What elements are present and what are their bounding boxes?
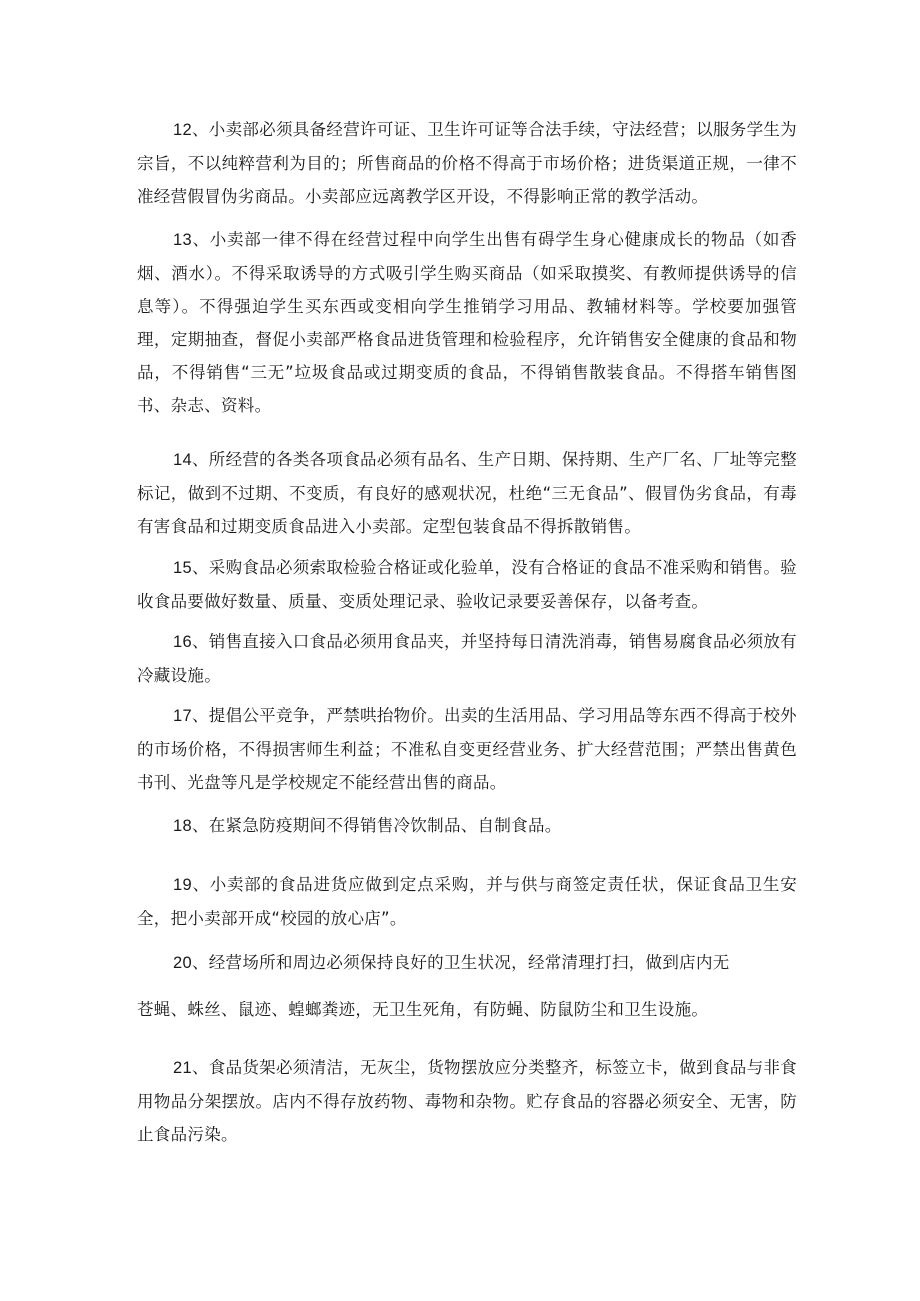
paragraph-number: 16 <box>173 633 192 651</box>
paragraph-text: 、采购食品必须索取检验合格证或化验单，没有合格证的食品不准采购和销售。验收食品要做好数量、质量、变质处理记录、验收记录要妥善保存，以备考查。 <box>137 558 797 611</box>
paragraph-17 <box>137 699 797 799</box>
paragraph-19 <box>137 868 797 935</box>
paragraph-number: 17 <box>173 707 192 725</box>
paragraph-number: 13 <box>173 231 192 249</box>
paragraph-number: 20 <box>173 954 192 972</box>
paragraph-18 <box>137 809 797 843</box>
paragraph-text: 、所经营的各类各项食品必须有品名、生产日期、保持期、生产厂名、厂址等完整标记，做到不过期、不变质，有良好的感观状况，杜绝“三无食品”、假冒伪劣食品，有毒有害食品和过期变质食品进入小卖部。定型包装食品不得拆散销售。 <box>137 450 797 536</box>
paragraph-number: 14 <box>173 451 192 469</box>
paragraph-text: 、销售直接入口食品必须用食品夹，并坚持每日清洗消毒，销售易腐食品必须放有冷藏设施。 <box>137 632 797 685</box>
paragraph-number: 15 <box>173 559 192 577</box>
paragraph-text: 、提倡公平竞争，严禁哄抬物价。出卖的生活用品、学习用品等东西不得高于校外的市场价格，不得损害师生利益；不准私自变更经营业务、扩大经营范围；严禁出售黄色书刊、光盘等凡是学校规定不能经营出售的商品。 <box>137 706 797 792</box>
paragraph-16 <box>137 625 797 692</box>
paragraph-text: 、经营场所和周边必须保持良好的卫生状况，经常清理打扫，做到店内无 <box>191 953 730 972</box>
paragraph-text: 、小卖部一律不得在经营过程中向学生出售有碍学生身心健康成长的物品（如香烟、酒水）。不得采取诱导的方式吸引学生购买商品（如采取摸奖、有教师提供诱导的信息等）。不得强迫学生买东西或变相向学生推销学习用品、教辅材料等。学校要加强管理，定期抽查，督促小卖部严格食品进货管理和检验程序，允许销售安全健康的食品和物品，不得销售“三无”垃圾食品或过期变质的食品，不得销售散装食品。不得搭车销售图书、杂志、资料。 <box>137 230 797 415</box>
paragraph-20 <box>137 946 797 980</box>
paragraph-number: 19 <box>173 876 192 894</box>
paragraph-text: 苍蝇、蛛丝、鼠迹、蝗螂粪迹，无卫生死角，有防蝇、防鼠防尘和卫生设施。 <box>137 1000 709 1019</box>
paragraph-21 <box>137 1051 797 1151</box>
paragraph-text: 、食品货架必须清洁，无灰尘，货物摆放应分类整齐，标签立卡，做到食品与非食用物品分架摆放。店内不得存放药物、毒物和杂物。贮存食品的容器必须安全、无害，防止食品污染。 <box>137 1058 797 1144</box>
paragraph-15 <box>137 551 797 618</box>
paragraph-text: 、小卖部必须具备经营许可证、卫生许可证等合法手续，守法经营；以服务学生为宗旨，不以纯粹营利为目的；所售商品的价格不得高于市场价格；进货渠道正规，一律不准经营假冒伪劣商品。小卖部应远离教学区开设，不得影响正常的教学活动。 <box>137 120 797 206</box>
paragraph-20-continuation <box>137 993 797 1026</box>
paragraph-13 <box>137 223 797 422</box>
paragraph-number: 12 <box>173 121 192 139</box>
paragraph-text: 、在紧急防疫期间不得销售冷饮制品、自制食品。 <box>191 816 562 835</box>
paragraph-14 <box>137 443 797 543</box>
paragraph-number: 21 <box>173 1059 192 1077</box>
paragraph-12 <box>137 113 797 213</box>
paragraph-text: 、小卖部的食品进货应做到定点采购，并与供与商签定责任状，保证食品卫生安全，把小卖部开成“校园的放心店”。 <box>137 875 797 928</box>
paragraph-number: 18 <box>173 817 192 835</box>
